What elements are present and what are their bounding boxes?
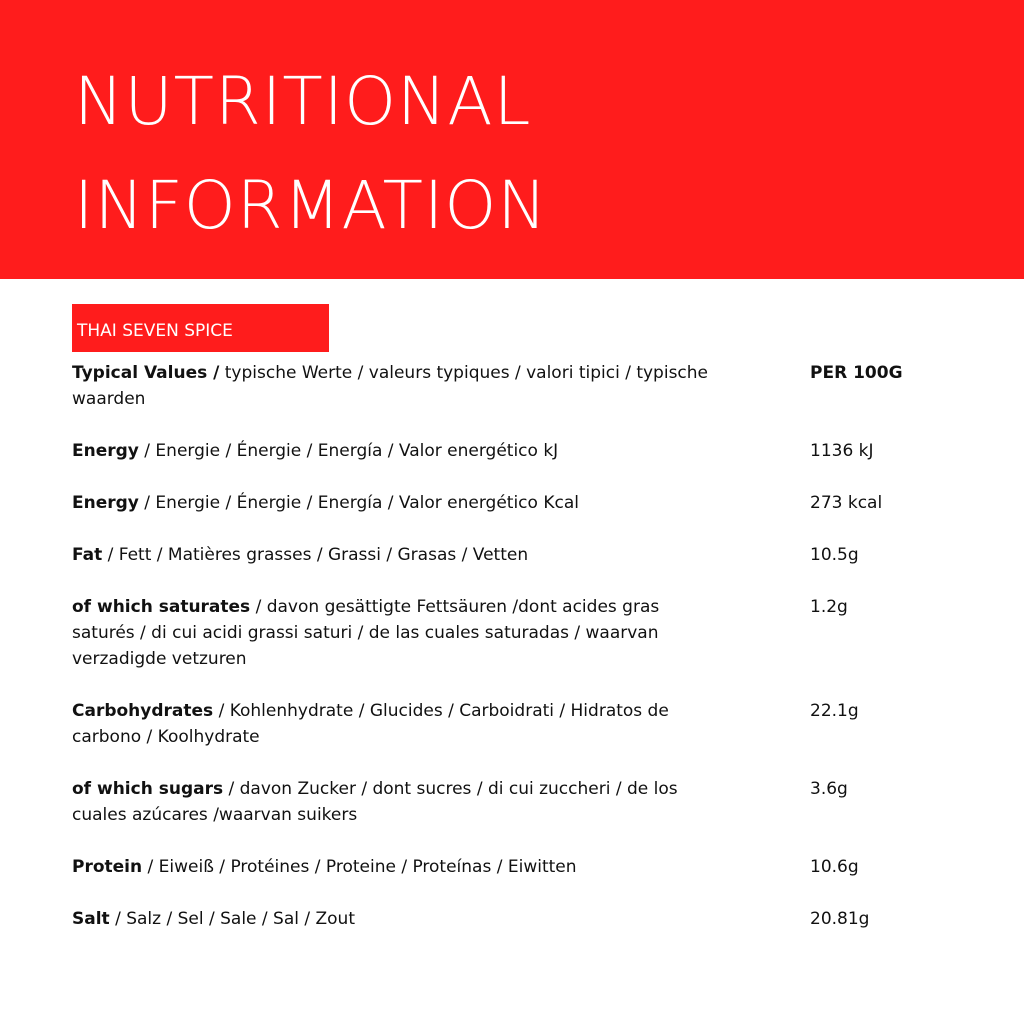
nutrient-label-rest: / Energie / Énergie / Energía / Valor energético kJ — [138, 441, 559, 461]
nutrient-value: 1.2g — [810, 597, 848, 617]
nutrient-label — [72, 490, 712, 516]
nutrient-value: 1136 kJ — [810, 441, 874, 461]
nutrient-value: 10.6g — [810, 857, 859, 877]
nutrient-label-rest: / Salz / Sel / Sale / Sal / Zout — [109, 909, 355, 929]
nutrient-label-bold: Protein — [72, 857, 143, 877]
nutrient-label-rest: / Kohlenhydrate / Glucides / Carboidrati / Hidratos de carbono / Koolhydrate — [72, 701, 669, 747]
nutrient-label-bold: Salt — [72, 909, 110, 929]
nutrient-value: 22.1g — [810, 701, 859, 721]
nutrient-label-bold: Energy — [72, 493, 139, 513]
nutrient-label — [72, 776, 712, 828]
nutrient-label-rest: / Fett / Matières grasses / Grassi / Grasas / Vetten — [102, 545, 529, 565]
nutrient-label-rest: / Eiweiß / Protéines / Proteine / Proteínas / Eiwitten — [142, 857, 577, 877]
nutrient-label-rest: / davon gesättigte Fettsäuren /dont acides gras saturés / di cui acidi grassi saturi / de las cuales saturadas / waarvan verzadigde vetzuren — [72, 597, 660, 669]
nutrient-label — [72, 542, 712, 568]
nutrient-label — [72, 854, 712, 880]
nutrient-label-rest: / davon Zucker / dont sucres / di cui zuccheri / de los cuales azúcares /waarvan suikers — [72, 779, 678, 825]
variant-badge: THAI SEVEN SPICE — [72, 304, 329, 352]
nutrient-value: 273 kcal — [810, 493, 883, 513]
table-header-value: PER 100G — [810, 363, 903, 383]
nutrient-label — [72, 698, 712, 750]
table-header-label-bold: Typical Values / — [72, 363, 220, 383]
nutrient-value: 20.81g — [810, 909, 870, 929]
nutrient-label — [72, 594, 712, 672]
nutrient-value: 3.6g — [810, 779, 848, 799]
page-title-line2: INFORMATION — [74, 167, 548, 244]
nutrient-label-bold: Energy — [72, 441, 139, 461]
nutrient-label-bold: Carbohydrates — [72, 701, 214, 721]
nutrient-label-bold: Fat — [72, 545, 103, 565]
nutrient-label — [72, 438, 712, 464]
nutrient-label — [72, 906, 712, 932]
nutrient-value: 10.5g — [810, 545, 859, 565]
page-title-line1: NUTRITIONAL — [74, 63, 532, 140]
nutrient-label-rest: / Energie / Énergie / Energía / Valor energético Kcal — [138, 493, 579, 513]
nutrient-label-bold: of which sugars — [72, 779, 224, 799]
table-header-label — [72, 360, 712, 412]
table-header-label-rest: typische Werte / valeurs typiques / valori tipici / typische waarden — [72, 363, 709, 409]
nutrient-label-bold: of which saturates — [72, 597, 251, 617]
